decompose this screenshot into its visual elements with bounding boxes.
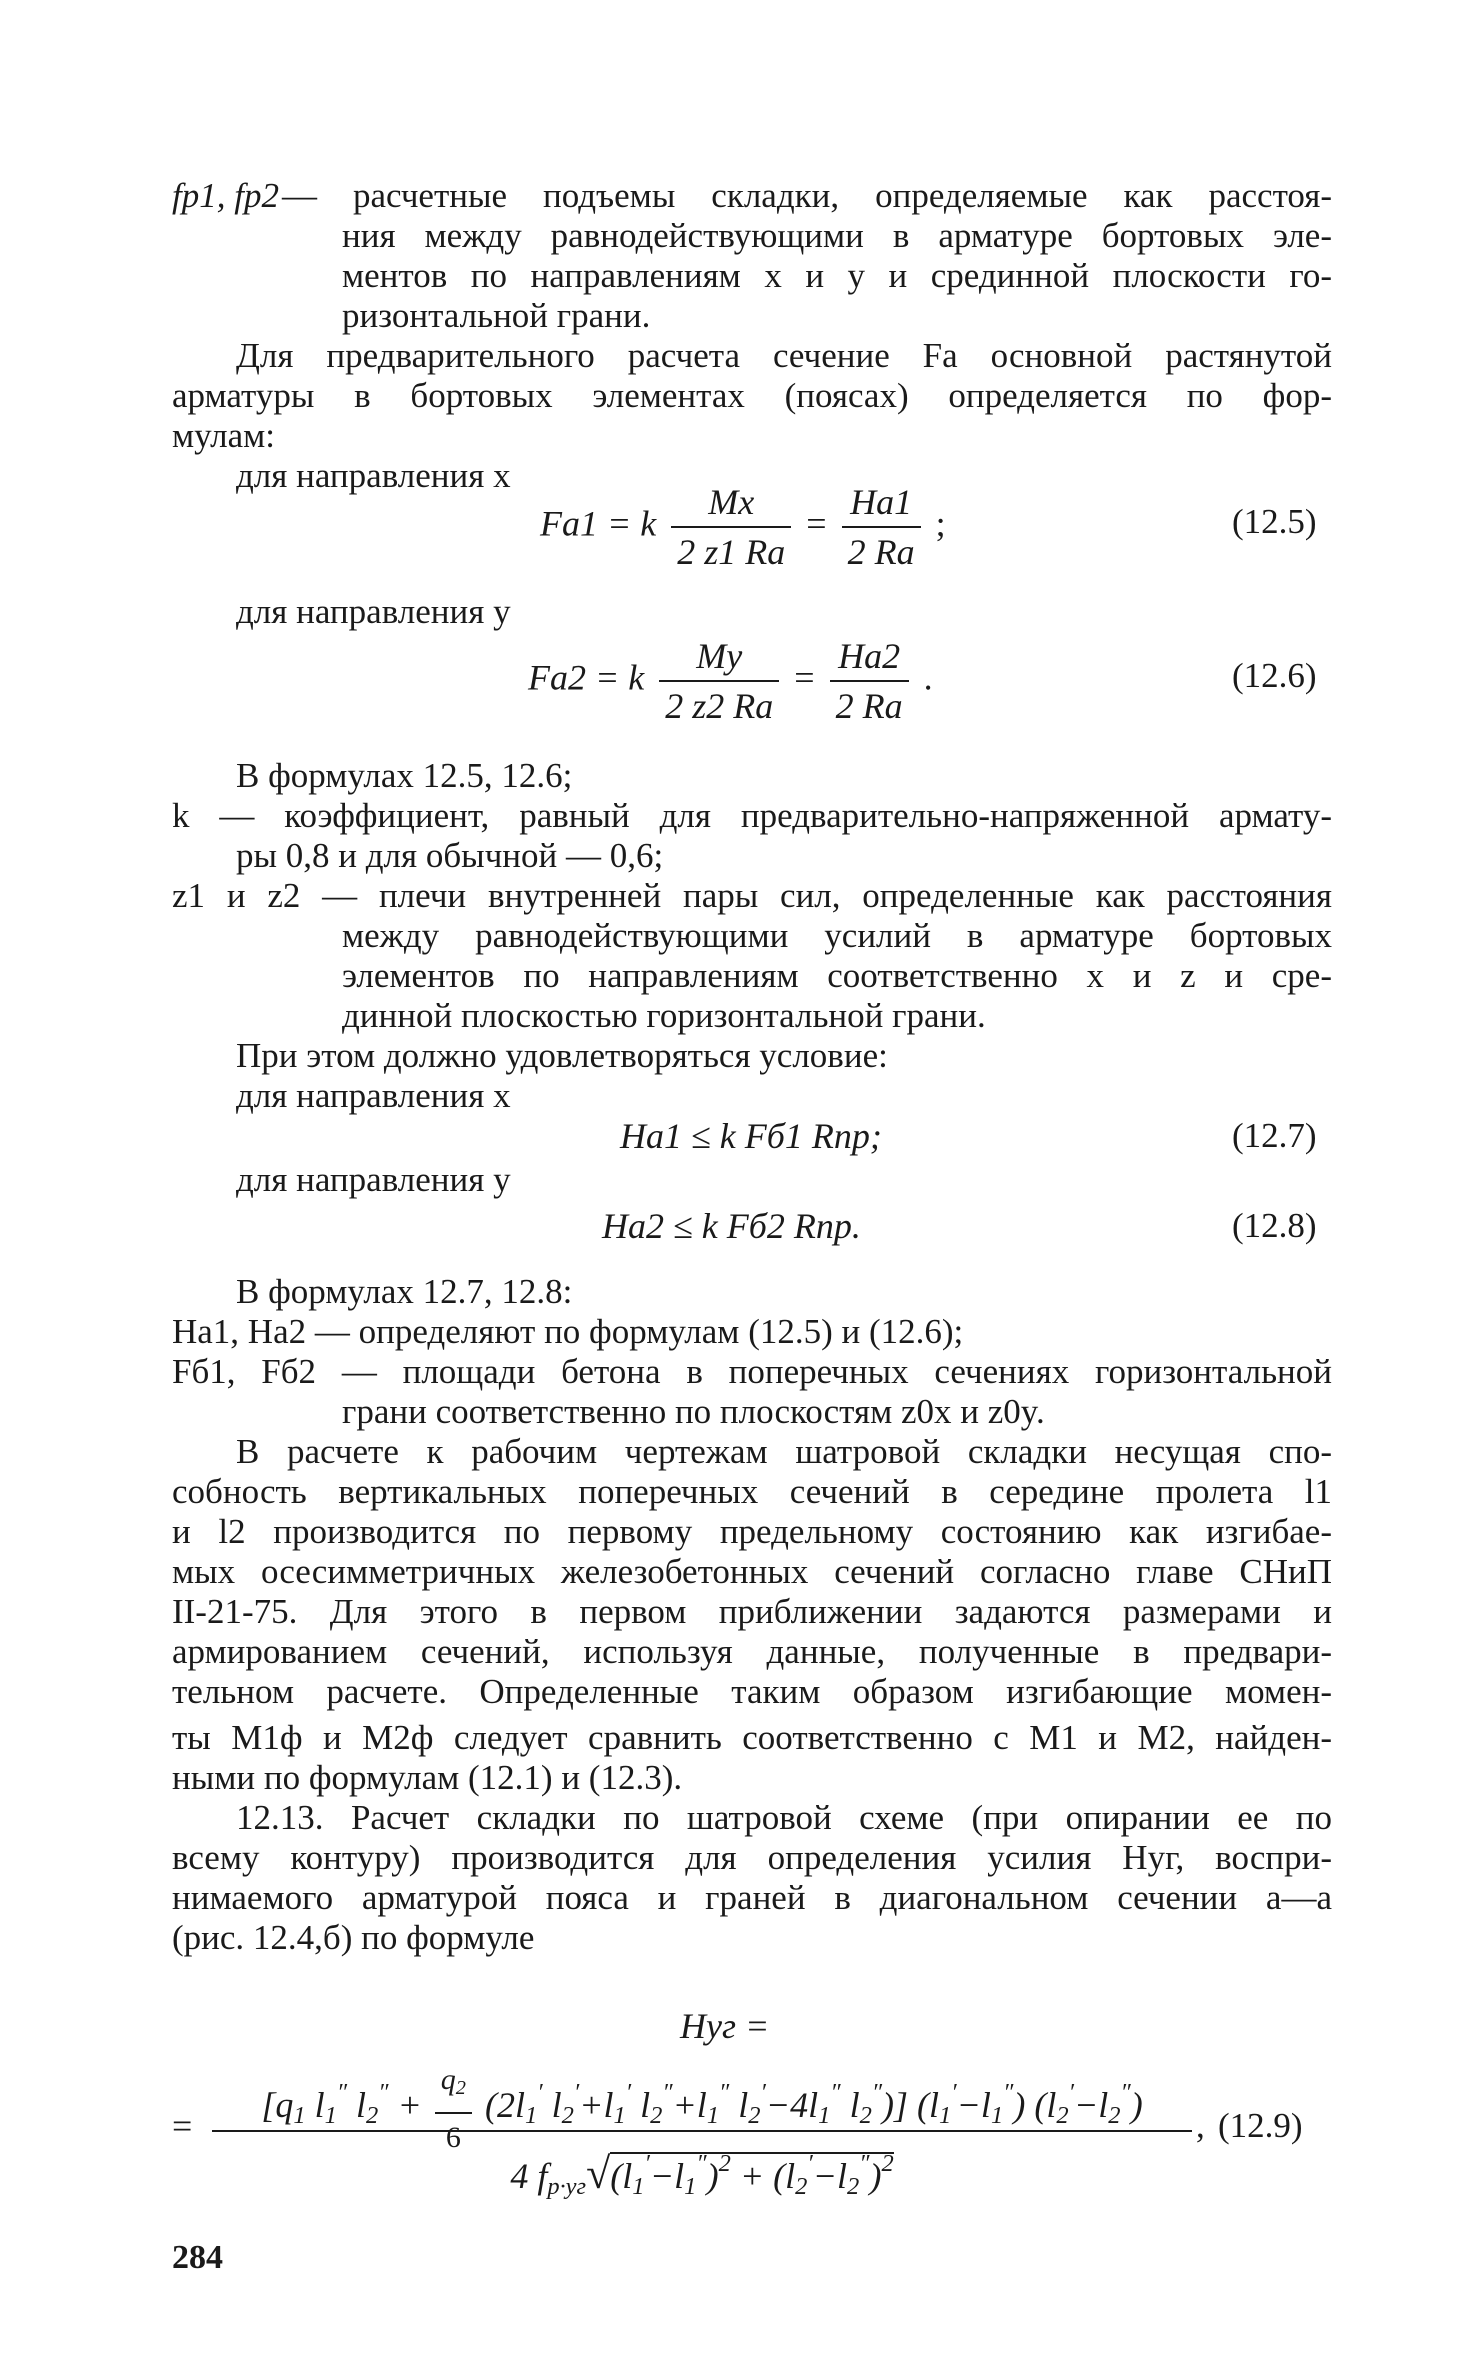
def-h: Ha1, Ha2 — определяют по формулам (12.5) и (12.6); [172,1312,964,1351]
def-k-line-1: k — коэффициент, равный для предварительно-напряженной армату- [172,796,1332,835]
def-fp-line-1: — расчетные подъемы складки, определяемые как расстоя- [282,176,1332,215]
eq7-expression: Ha1 ≤ k Fб1 Rпр; [620,1116,882,1156]
equation-number-12-8: (12.8) [1232,1206,1317,1245]
def-f-line-1: Fб1, Fб2 — площади бетона в поперечных сечениях горизонтальной [172,1352,1332,1391]
para1-line-1: Для предварительного расчета сечение Fa основной растянутой [236,336,1332,375]
eq9-leading-equals: = [172,2106,193,2146]
para3-line-1: 12.13. Расчет складки по шатровой схеме (при опирании ее по [236,1798,1332,1837]
def-f-line-2: грани соответственно по плоскостям z0x и z0y. [342,1392,1045,1431]
direction-y-label-2: для направления y [236,1160,511,1199]
eq5-den1: 2 z1 Ra [677,532,786,572]
direction-y-label-1: для направления y [236,592,511,631]
para2-line-2: собность вертикальных поперечных сечений в середине пролета l1 [172,1472,1332,1511]
equation-number-12-9: (12.9) [1218,2106,1303,2145]
eq9-fraction-bar [212,2130,1192,2132]
equation-12-5 [540,482,946,572]
para3-line-3: нимаемого арматурой пояса и граней в диагональном сечении a—a [172,1878,1332,1917]
formulas-reference-2: В формулах 12.7, 12.8: [236,1272,573,1311]
eq6-equals: = [794,657,815,698]
def-k-line-2: ры 0,8 и для обычной — 0,6; [236,836,664,875]
para2-line-3: и l2 производится по первому предельному состоянию как изгибае- [172,1512,1332,1551]
def-z-line-4: динной плоскостью горизонтальной грани. [342,996,986,1035]
para2-line-5: II-21-75. Для этого в первом приближении задаются размерами и [172,1592,1332,1631]
formulas-reference-1: В формулах 12.5, 12.6; [236,756,573,795]
eq6-den2: 2 Ra [835,686,903,726]
equation-12-7 [620,1116,882,1156]
eq5-lhs: Fa1 = k [540,503,657,544]
para2-line-8: ты M1ф и M2ф следует сравнить соответственно с M1 и M2, найден- [172,1718,1332,1757]
condition-text: При этом должно удовлетворяться условие: [236,1036,888,1075]
page-number: 284 [172,2239,223,2276]
def-z-line-3: элементов по направлениям соответственно x и z и сре- [342,956,1332,995]
def-fp-line-2: ния между равнодействующими в арматуре бортовых эле- [342,216,1332,255]
equation-number-12-7: (12.7) [1232,1116,1317,1155]
para1-line-2: арматуры в бортовых элементах (поясах) определяется по фор- [172,376,1332,415]
eq6-num1: My [659,636,779,682]
eq8-expression: Ha2 ≤ k Fб2 Rпр. [602,1206,861,1246]
equation-12-8 [602,1206,861,1246]
para2-line-4: мых осесимметричных железобетонных сечений согласно главе СНиП [172,1552,1332,1591]
eq6-tail: . [923,657,933,698]
para1-line-3: мулам: [172,416,275,455]
def-fp-term [172,176,292,216]
equation-number-12-6: (12.6) [1232,656,1317,695]
eq6-lhs: Fa2 = k [528,657,645,698]
eq6-den1: 2 z2 Ra [665,686,774,726]
para3-line-4: (рис. 12.4,б) по формуле [172,1918,535,1957]
eq9-denominator: 4 $f_{p\cdot yг}√(l_1'-l_1'')^2 + (l_2'-l_2'')^2$ [510,2149,894,2201]
eq5-fraction-2 [842,482,921,572]
eq6-fraction-1 [659,636,779,726]
equation-12-9-lhs [680,2006,769,2046]
eq6-fraction-2 [830,636,909,726]
equation-12-6 [528,636,933,726]
eq5-den2: 2 Ra [847,532,915,572]
equation-number-12-5: (12.5) [1232,502,1317,541]
eq5-fraction-1 [671,482,791,572]
def-fp-line-3: ментов по направлениям x и y и срединной плоскости го- [342,256,1332,295]
eq9-comma: , [1196,2106,1205,2145]
eq5-equals: = [806,503,827,544]
para2-line-7: тельном расчете. Определенные таким образом изгибающие момен- [172,1672,1332,1711]
def-z-line-2: между равнодействующими усилий в арматуре бортовых [342,916,1332,955]
eq5-tail: ; [935,503,946,544]
para2-line-9: ными по формулам (12.1) и (12.3). [172,1758,683,1797]
direction-x-label-1: для направления x [236,456,511,495]
para2-line-6: армированием сечений, используя данные, полученные в предвари- [172,1632,1332,1671]
def-fp-line-4: ризонтальной грани. [342,296,651,335]
def-fp-term-text: fp1, fp2 [172,176,279,215]
eq9-numerator: [$q_1$ $l_1''$ $l_2''$ + $\frac{q_2}{6}$ ($2l_1'$ $l_2'+l_1'$ $l_2''+l_1''$ $l_2'-4l_1''$ $l_2''$)] $(l_1'-l_1'')$ $(l_2'-l_2'')$ [212,2060,1192,2158]
eq5-num2: Ha1 [842,482,921,528]
para3-line-2: всему контуру) производится для определения усилия Hyг, воспри- [172,1838,1332,1877]
eq5-num1: Mx [671,482,791,528]
direction-x-label-2: для направления x [236,1076,511,1115]
def-z-line-1: z1 и z2 — плечи внутренней пары сил, определенные как расстояния [172,876,1332,915]
eq9-lhs: Hyг = [680,2006,770,2046]
para2-line-1: В расчете к рабочим чертежам шатровой складки несущая спо- [236,1432,1332,1471]
eq6-num2: Ha2 [830,636,909,682]
